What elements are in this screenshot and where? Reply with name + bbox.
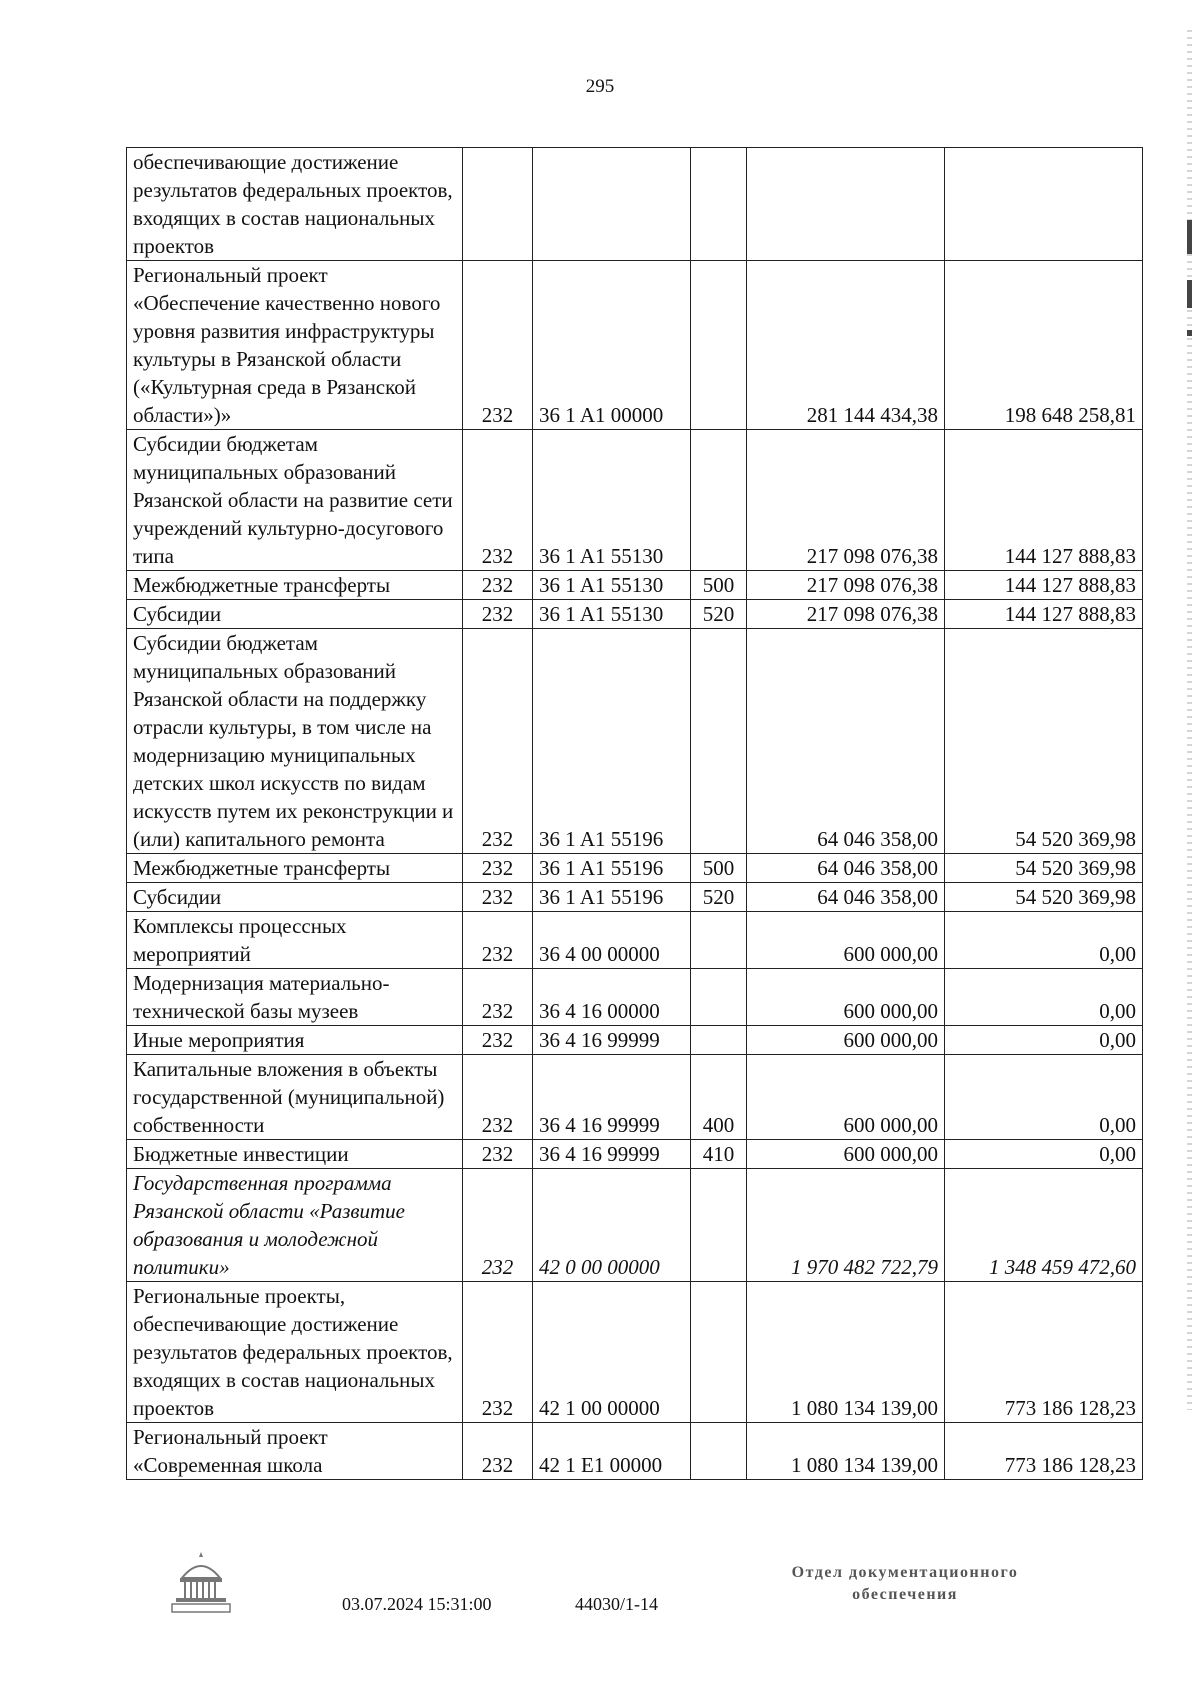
- row-name: Субсидии: [127, 600, 463, 629]
- row-ved-code: 232: [463, 600, 533, 629]
- row-target-article: 36 4 00 00000: [533, 912, 691, 969]
- row-expense-type: [691, 148, 747, 261]
- row-sum-planned: 217 098 076,38: [747, 571, 945, 600]
- row-sum-planned: 1 970 482 722,79: [747, 1169, 945, 1282]
- row-expense-type: 520: [691, 883, 747, 912]
- row-sum-planned: 217 098 076,38: [747, 430, 945, 571]
- row-target-article: 36 4 16 00000: [533, 969, 691, 1026]
- row-target-article: 36 4 16 99999: [533, 1140, 691, 1169]
- row-target-article: [533, 148, 691, 261]
- row-ved-code: 232: [463, 969, 533, 1026]
- table-row: [127, 1282, 1143, 1423]
- table-row: [127, 1026, 1143, 1055]
- row-ved-code: 232: [463, 1169, 533, 1282]
- row-name: Региональные проекты, обеспечивающие достижение результатов федеральных проектов, входящих в состав национальных проектов: [127, 1282, 463, 1423]
- table-row: [127, 261, 1143, 430]
- row-name: Региональный проект «Обеспечение качественно нового уровня развития инфраструктуры культуры в Рязанской области («Культурная среда в Рязанской области»)»: [127, 261, 463, 430]
- row-sum-executed: 144 127 888,83: [945, 571, 1143, 600]
- row-name: Комплексы процессных мероприятий: [127, 912, 463, 969]
- row-ved-code: 232: [463, 1055, 533, 1140]
- department-stamp-line2: обеспечения: [852, 1586, 958, 1603]
- row-expense-type: [691, 1423, 747, 1480]
- row-expense-type: 500: [691, 854, 747, 883]
- table-row: [127, 969, 1143, 1026]
- row-name: Иные мероприятия: [127, 1026, 463, 1055]
- row-target-article: 36 1 A1 55196: [533, 854, 691, 883]
- row-sum-planned: 64 046 358,00: [747, 854, 945, 883]
- row-target-article: 42 0 00 00000: [533, 1169, 691, 1282]
- row-sum-executed: 1 348 459 472,60: [945, 1169, 1143, 1282]
- table-row: [127, 1169, 1143, 1282]
- row-expense-type: [691, 912, 747, 969]
- department-stamp: [760, 1562, 1050, 1606]
- table-row: [127, 1055, 1143, 1140]
- row-ved-code: 232: [463, 629, 533, 854]
- row-sum-executed: 0,00: [945, 1055, 1143, 1140]
- table-row: [127, 1140, 1143, 1169]
- row-expense-type: [691, 1282, 747, 1423]
- row-sum-planned: 600 000,00: [747, 1026, 945, 1055]
- row-target-article: 36 1 A1 55130: [533, 600, 691, 629]
- row-target-article: 36 4 16 99999: [533, 1026, 691, 1055]
- row-sum-executed: 0,00: [945, 1140, 1143, 1169]
- row-target-article: 36 1 A1 55196: [533, 629, 691, 854]
- row-name: Межбюджетные трансферты: [127, 571, 463, 600]
- row-expense-type: 410: [691, 1140, 747, 1169]
- table-row: [127, 600, 1143, 629]
- row-sum-planned: 600 000,00: [747, 969, 945, 1026]
- row-sum-planned: 217 098 076,38: [747, 600, 945, 629]
- row-sum-executed: 144 127 888,83: [945, 600, 1143, 629]
- row-expense-type: 400: [691, 1055, 747, 1140]
- table-row: [127, 912, 1143, 969]
- table-row: [127, 1423, 1143, 1480]
- row-ved-code: 232: [463, 1026, 533, 1055]
- row-sum-executed: 54 520 369,98: [945, 883, 1143, 912]
- row-expense-type: [691, 1026, 747, 1055]
- table-row: [127, 854, 1143, 883]
- row-ved-code: 232: [463, 912, 533, 969]
- row-sum-executed: 773 186 128,23: [945, 1423, 1143, 1480]
- row-ved-code: 232: [463, 883, 533, 912]
- row-target-article: 36 1 A1 55130: [533, 571, 691, 600]
- department-stamp-line1: Отдел документационного: [791, 1564, 1019, 1581]
- row-target-article: 36 4 16 99999: [533, 1055, 691, 1140]
- table-row: [127, 148, 1143, 261]
- row-sum-planned: 64 046 358,00: [747, 883, 945, 912]
- row-name: Межбюджетные трансферты: [127, 854, 463, 883]
- row-ved-code: 232: [463, 1423, 533, 1480]
- row-ved-code: 232: [463, 261, 533, 430]
- row-target-article: 42 1 E1 00000: [533, 1423, 691, 1480]
- row-name: обеспечивающие достижение результатов федеральных проектов, входящих в состав национальных проектов: [127, 148, 463, 261]
- page-number: 295: [585, 76, 615, 97]
- row-name: Модернизация материально-технической базы музеев: [127, 969, 463, 1026]
- row-name: Капитальные вложения в объекты государственной (муниципальной) собственности: [127, 1055, 463, 1140]
- row-target-article: 36 1 A1 55196: [533, 883, 691, 912]
- table-row: [127, 629, 1143, 854]
- table-row: [127, 883, 1143, 912]
- row-ved-code: 232: [463, 1282, 533, 1423]
- row-ved-code: [463, 148, 533, 261]
- row-sum-executed: 773 186 128,23: [945, 1282, 1143, 1423]
- row-expense-type: 500: [691, 571, 747, 600]
- row-target-article: 42 1 00 00000: [533, 1282, 691, 1423]
- row-sum-planned: 64 046 358,00: [747, 629, 945, 854]
- row-sum-executed: 0,00: [945, 912, 1143, 969]
- row-name: Государственная программа Рязанской области «Развитие образования и молодежной политики»: [127, 1169, 463, 1282]
- row-ved-code: 232: [463, 571, 533, 600]
- scan-edge-strip: [1187, 30, 1192, 1410]
- row-sum-executed: 54 520 369,98: [945, 854, 1143, 883]
- row-name: Региональный проект «Современная школа: [127, 1423, 463, 1480]
- row-expense-type: [691, 1169, 747, 1282]
- row-sum-planned: 600 000,00: [747, 1140, 945, 1169]
- row-sum-executed: 0,00: [945, 969, 1143, 1026]
- row-expense-type: [691, 629, 747, 854]
- row-name: Субсидии бюджетам муниципальных образований Рязанской области на поддержку отрасли культуры, в том числе на модернизацию муниципальных детских школ искусств по видам искусств путем их реконструкции и (или) капитального ремонта: [127, 629, 463, 854]
- budget-table: [126, 147, 1143, 1480]
- row-sum-executed: [945, 148, 1143, 261]
- row-ved-code: 232: [463, 1140, 533, 1169]
- row-target-article: 36 1 A1 00000: [533, 261, 691, 430]
- row-sum-executed: 144 127 888,83: [945, 430, 1143, 571]
- duma-building-icon: [168, 1548, 234, 1616]
- row-name: Субсидии: [127, 883, 463, 912]
- row-sum-executed: 54 520 369,98: [945, 629, 1143, 854]
- row-sum-planned: 1 080 134 139,00: [747, 1282, 945, 1423]
- row-sum-planned: [747, 148, 945, 261]
- row-sum-executed: 0,00: [945, 1026, 1143, 1055]
- footer-reg-number: 44030/1-14: [575, 1594, 658, 1614]
- table-row: [127, 571, 1143, 600]
- footer-datetime: 03.07.2024 15:31:00: [342, 1594, 492, 1614]
- row-name: Бюджетные инвестиции: [127, 1140, 463, 1169]
- row-ved-code: 232: [463, 854, 533, 883]
- table-row: [127, 430, 1143, 571]
- row-expense-type: [691, 969, 747, 1026]
- row-sum-executed: 198 648 258,81: [945, 261, 1143, 430]
- row-sum-planned: 281 144 434,38: [747, 261, 945, 430]
- row-sum-planned: 600 000,00: [747, 1055, 945, 1140]
- row-expense-type: [691, 430, 747, 571]
- row-target-article: 36 1 A1 55130: [533, 430, 691, 571]
- row-sum-planned: 600 000,00: [747, 912, 945, 969]
- row-ved-code: 232: [463, 430, 533, 571]
- budget-table-body: [127, 148, 1143, 1480]
- row-sum-planned: 1 080 134 139,00: [747, 1423, 945, 1480]
- row-expense-type: [691, 261, 747, 430]
- row-name: Субсидии бюджетам муниципальных образований Рязанской области на развитие сети учреждений культурно-досугового типа: [127, 430, 463, 571]
- row-expense-type: 520: [691, 600, 747, 629]
